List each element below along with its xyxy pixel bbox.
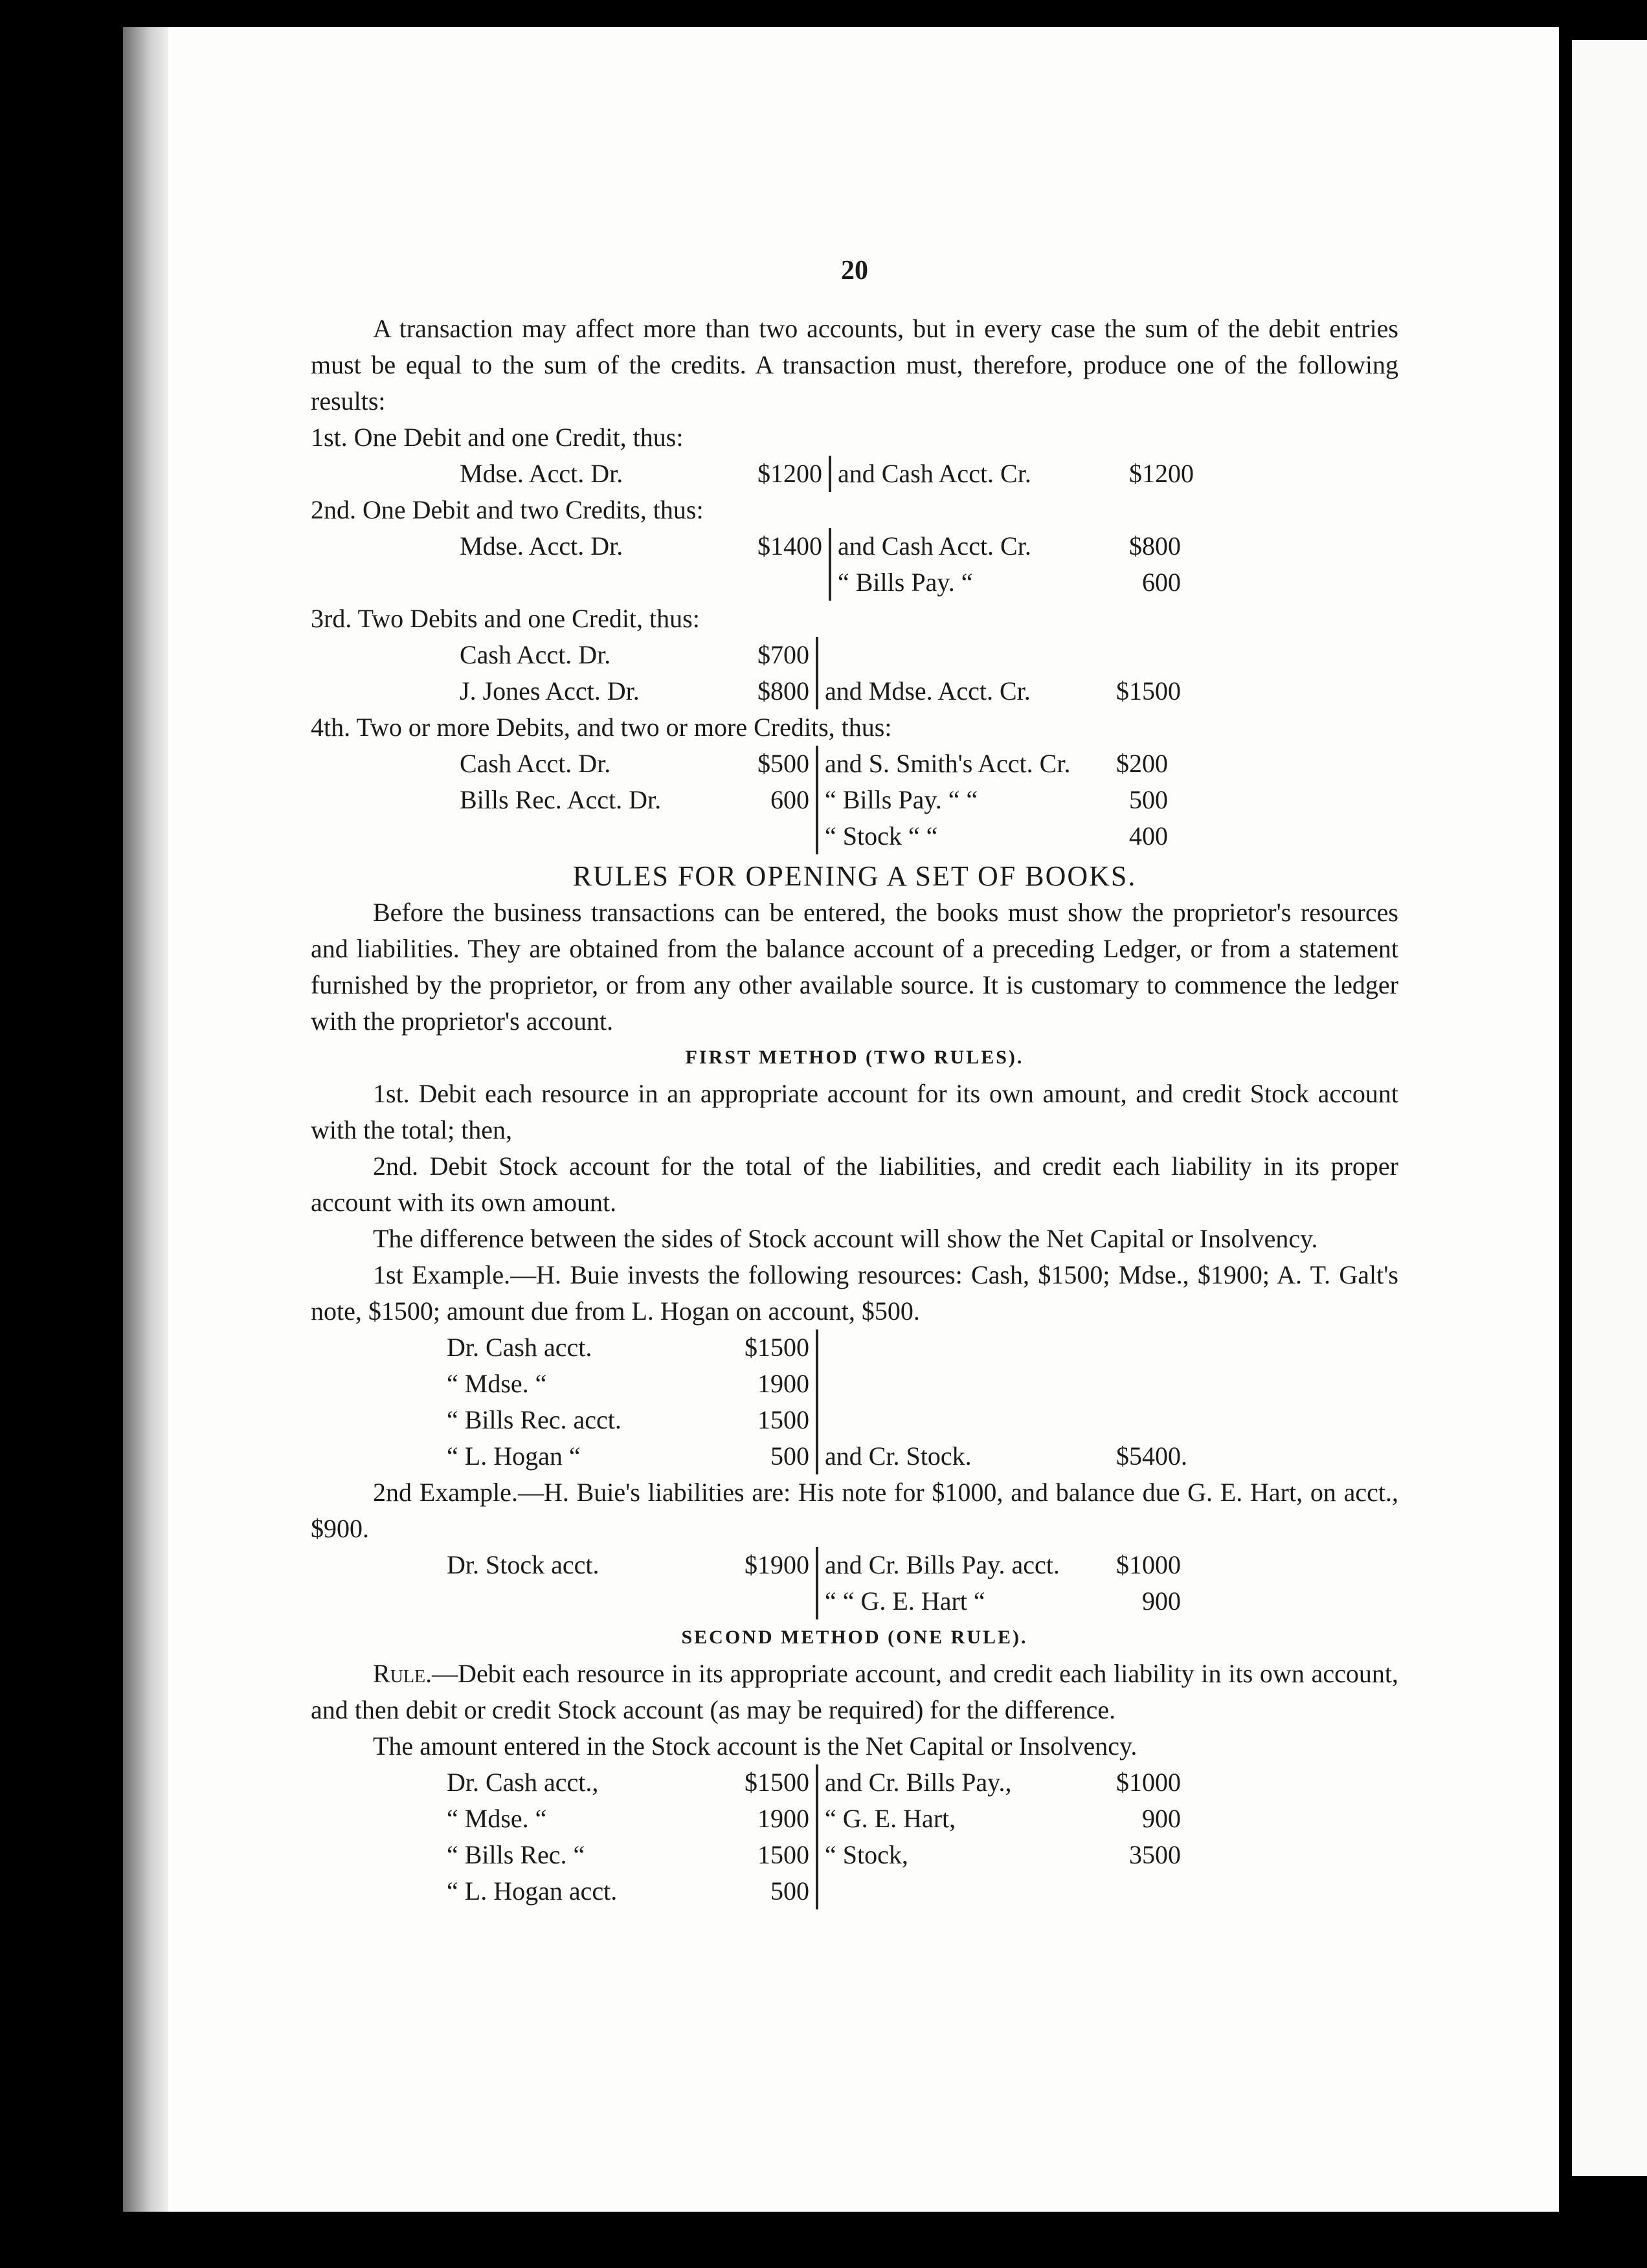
debit-amount: 500	[770, 1876, 809, 1906]
page-content	[311, 252, 1398, 1909]
credit-account: and Mdse. Acct. Cr.	[817, 673, 1110, 709]
debit-account: Bills Rec. Acct. Dr.	[460, 785, 662, 814]
debit-amount: $1400	[757, 531, 822, 561]
credit-account	[817, 1402, 1110, 1438]
debit-account: Mdse. Acct. Dr.	[460, 531, 623, 561]
second-method-rule	[311, 1656, 1398, 1728]
debit-account: J. Jones Acct. Dr.	[460, 676, 640, 706]
ledger-row	[440, 1873, 1187, 1909]
ledger-row	[440, 1329, 1194, 1366]
ledger-example-2	[453, 528, 1187, 601]
debit-amount: $700	[757, 640, 809, 669]
ledger-row	[440, 1801, 1187, 1837]
credit-amount: $1000	[1116, 1550, 1181, 1579]
ledger-row	[453, 528, 1187, 564]
ledger-row	[453, 782, 1174, 818]
debit-amount: $1500	[745, 1333, 809, 1362]
intro-paragraph: A transaction may affect more than two accounts, but in every case the sum of the debit entries must be equal to the sum of the credits. A transaction must, therefore, produce one of the following results:	[311, 314, 1398, 416]
credit-account: and Cash Acct. Cr.	[830, 456, 1123, 492]
debit-amount: 1500	[757, 1405, 809, 1434]
debit-amount: 1900	[757, 1804, 809, 1833]
credit-account: and S. Smith's Acct. Cr.	[817, 746, 1110, 782]
credit-amount: 900	[1142, 1804, 1181, 1833]
example-1-text: 1st Example.—H. Buie invests the following resources: Cash, $1500; Mdse., $1900; A. T. Galt's note, $1500; amount due from L. Hogan on account, $500.	[311, 1260, 1398, 1326]
credit-account: and Cr. Bills Pay. acct.	[817, 1547, 1110, 1583]
debit-amount: 1500	[757, 1840, 809, 1869]
ledger-row	[440, 1583, 1187, 1619]
difference-note: The difference between the sides of Stock account will show the Net Capital or Insolvency.	[373, 1224, 1318, 1253]
credit-account	[817, 1329, 1110, 1366]
ledger-row	[453, 637, 1187, 673]
credit-amount	[1110, 1366, 1194, 1402]
ledger-row	[453, 564, 1187, 601]
credit-account: “ Stock,	[817, 1837, 1110, 1873]
first-method-heading: FIRST METHOD (TWO RULES).	[685, 1047, 1024, 1068]
credit-account: and Cash Acct. Cr.	[830, 528, 1123, 564]
ledger-example-1	[453, 456, 1200, 492]
credit-amount: $5400.	[1116, 1441, 1187, 1471]
page-spine-shadow	[123, 27, 168, 2212]
ledger-first-example	[440, 1329, 1194, 1474]
credit-account: and Cr. Stock.	[817, 1438, 1110, 1474]
ledger-example-3	[453, 637, 1187, 709]
example-2-text: 2nd Example.—H. Buie's liabilities are: His note for $1000, and balance due G. E. Hart, on acct., $900.	[311, 1478, 1398, 1543]
debit-account: Cash Acct. Dr.	[460, 749, 611, 778]
credit-account	[817, 1366, 1110, 1402]
credit-amount: 900	[1142, 1586, 1181, 1616]
rules-intro-paragraph: Before the business transactions can be entered, the books must show the proprietor's resources and liabilities. They are obtained from the balance account of a preceding Ledger, or from a statement furnished by the proprietor, or from any other available source. It is customary to commence the ledger with the proprietor's account.	[311, 898, 1398, 1036]
ledger-row	[440, 1764, 1187, 1801]
credit-account: “ G. E. Hart,	[817, 1801, 1110, 1837]
credit-amount	[1110, 1873, 1187, 1909]
debit-account	[453, 564, 751, 601]
debit-amount: $800	[757, 676, 809, 706]
credit-amount	[1110, 637, 1187, 673]
credit-account: “ Bills Pay. “	[830, 564, 1123, 601]
ledger-row	[440, 1402, 1194, 1438]
debit-amount: $1200	[757, 459, 822, 488]
rule-1: 1st. Debit each resource in an appropriate account for its own amount, and credit Stock account with the total; then,	[311, 1079, 1398, 1144]
debit-amount: 600	[770, 785, 809, 814]
ledger-row	[440, 1837, 1187, 1873]
debit-account: “ Mdse. “	[447, 1369, 547, 1398]
debit-amount	[751, 564, 830, 601]
example-label-2: 2nd. One Debit and two Credits, thus:	[311, 495, 704, 524]
debit-amount: $1900	[745, 1550, 809, 1579]
second-method-heading: SECOND METHOD (ONE RULE).	[681, 1627, 1028, 1648]
credit-amount: $200	[1116, 749, 1168, 778]
credit-amount	[1110, 1329, 1194, 1366]
credit-amount: $800	[1129, 531, 1181, 561]
section-heading: RULES FOR OPENING A SET OF BOOKS.	[572, 860, 1137, 892]
debit-amount: 1900	[757, 1369, 809, 1398]
ledger-row	[440, 1547, 1187, 1583]
credit-amount: $1500	[1116, 676, 1181, 706]
ledger-row	[453, 456, 1200, 492]
debit-account: Dr. Stock acct.	[447, 1550, 599, 1579]
example-label-4: 4th. Two or more Debits, and two or more Credits, thus:	[311, 713, 892, 742]
debit-account	[453, 818, 751, 854]
debit-account: Dr. Cash acct.,	[447, 1768, 599, 1797]
debit-account: Cash Acct. Dr.	[460, 640, 611, 669]
facing-page-edge	[1572, 40, 1647, 2176]
debit-account: “ Bills Rec. “	[447, 1840, 585, 1869]
credit-account: “ “ G. E. Hart “	[817, 1583, 1110, 1619]
example-label-3: 3rd. Two Debits and one Credit, thus:	[311, 604, 700, 633]
credit-account	[817, 637, 1110, 673]
credit-amount: $1000	[1116, 1768, 1181, 1797]
credit-amount	[1110, 1402, 1194, 1438]
debit-amount: $500	[757, 749, 809, 778]
credit-amount: 500	[1129, 785, 1168, 814]
ledger-row	[440, 1438, 1194, 1474]
rule-text: —Debit each resource in its appropriate account, and credit each liability in its own account, and then debit or credit Stock account (as may be required) for the difference.	[311, 1659, 1398, 1724]
ledger-example-4	[453, 746, 1174, 854]
credit-account: “ Stock “ “	[817, 818, 1110, 854]
credit-account	[817, 1873, 1110, 1909]
debit-account: Dr. Cash acct.	[447, 1333, 592, 1362]
debit-amount	[751, 818, 817, 854]
debit-account: “ Bills Rec. acct.	[447, 1405, 622, 1434]
credit-amount: 3500	[1129, 1840, 1181, 1869]
credit-account: and Cr. Bills Pay.,	[817, 1764, 1110, 1801]
stock-note: The amount entered in the Stock account is the Net Capital or Insolvency.	[373, 1731, 1137, 1761]
debit-account: Mdse. Acct. Dr.	[460, 459, 623, 488]
ledger-second-method-example	[440, 1764, 1187, 1909]
debit-account: “ L. Hogan “	[447, 1441, 581, 1471]
credit-account: “ Bills Pay. “ “	[817, 782, 1110, 818]
page-number: 20	[841, 256, 868, 285]
credit-amount: 400	[1129, 821, 1168, 850]
debit-account	[440, 1583, 738, 1619]
ledger-row	[453, 746, 1174, 782]
debit-amount: $1500	[745, 1768, 809, 1797]
debit-amount: 500	[770, 1441, 809, 1471]
example-label-1: 1st. One Debit and one Credit, thus:	[311, 423, 684, 452]
ledger-second-example	[440, 1547, 1187, 1619]
debit-amount	[738, 1583, 817, 1619]
debit-account: “ L. Hogan acct.	[447, 1876, 618, 1906]
ledger-row	[453, 818, 1174, 854]
rule-word: Rule.	[373, 1659, 432, 1688]
rule-2: 2nd. Debit Stock account for the total of the liabilities, and credit each liability in its proper account with its own amount.	[311, 1151, 1398, 1217]
debit-account: “ Mdse. “	[447, 1804, 547, 1833]
ledger-row	[440, 1366, 1194, 1402]
credit-amount: 600	[1142, 568, 1181, 597]
credit-amount: $1200	[1129, 459, 1194, 488]
ledger-row	[453, 673, 1187, 709]
